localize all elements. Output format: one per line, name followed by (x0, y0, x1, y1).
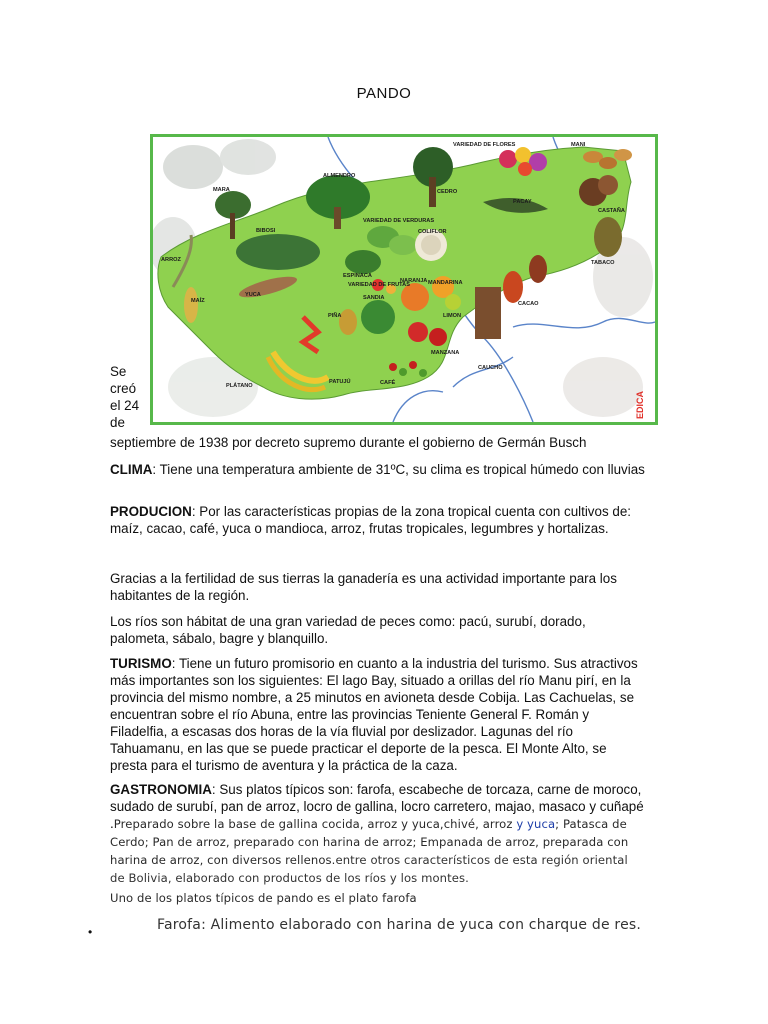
bullet-item-farofa: Farofa: Alimento elaborado con harina de yuca con charque de res. (157, 917, 642, 933)
producion-paragraph (110, 503, 645, 537)
map-label: LIMON (443, 313, 462, 319)
turismo-paragraph (110, 655, 645, 774)
map-label: VARIEDAD DE FRUTAS (348, 282, 410, 288)
producion-text: : Por las características propias de la zona tropical cuenta con cultivos de: maíz, cacao, café, yuca o mandioca, arroz, frutas tropicales, legumbres y hortalizas. (110, 504, 631, 536)
pando-map-illustration (150, 134, 658, 425)
map-label: CEDRO (437, 189, 458, 195)
map-credit-logo: EDICA (635, 390, 645, 419)
turismo-label: TURISMO (110, 656, 172, 671)
farofa-note: Uno de los platos típicos de pando es el plato farofa (110, 891, 417, 905)
clima-text: : Tiene una temperatura ambiente de 31ºC, su clima es tropical húmedo con lluvias (152, 462, 645, 477)
gastronomia-small-d: entre otros característicos de esta región oriental de Bolivia, elaborado con productos de los ríos y los montes. (110, 853, 628, 885)
intro-word: creó (110, 381, 137, 396)
gastronomia-small-blue: y yuca (516, 817, 556, 831)
map-label: ARROZ (161, 257, 181, 263)
intro-side-text (110, 363, 150, 431)
gastronomia-small-c: ; Patasca de Cerdo; Pan de arroz, preparado con harina de arroz; Empanada de arroz, preparada con harina de arroz, con diversos rellenos. (110, 817, 629, 867)
map-label: CACAO (518, 301, 539, 307)
clima-paragraph (110, 461, 645, 478)
map-label: BIBOSI (256, 228, 276, 234)
map-svg (153, 137, 655, 422)
map-label: COLIFLOR (418, 229, 447, 235)
map-label: SANDIA (363, 295, 385, 301)
map-label: VARIEDAD DE FLORES (453, 142, 516, 148)
intro-word: el 24 (110, 398, 140, 413)
map-label: PLÁTANO (226, 383, 253, 389)
intro-paragraph: septiembre de 1938 por decreto supremo durante el gobierno de Germán Busch (110, 435, 587, 450)
rios-paragraph: Los ríos son hábitat de una gran variedad de peces como: pacú, surubí, dorado, palometa, sábalo, bagre y blanquillo. (110, 614, 586, 646)
map-label: PATUJÚ (329, 379, 351, 385)
map-label: MANI (571, 142, 586, 148)
gastronomia-small-a: Preparado sobre la base de gallina cocida, arroz y yuca,chivé, arroz (113, 817, 513, 831)
turismo-text: : Tiene un futuro promisorio en cuanto a la industria del turismo. Sus atractivos más importantes son los siguientes: El lago Bay, situado a orillas del río Manu pirí, en la provincia del mismo nombre, a 25 minutos en avioneta desde Cobija. Las Cachuelas, se encuentran sobre el río Abuna, entre las provincias Teniente General F. Román y Filadelfia, a escasas dos horas de la vía fluvial por deslizador. Lagunas del río Tahuamanu, en las que se puede practicar el deporte de la pesca. El Monte Alto, se presta para el turismo de aventura y la práctica de la caza. (110, 656, 638, 773)
map-label: TABACO (591, 260, 615, 266)
map-label: CASTAÑA (598, 208, 625, 214)
map-label: MANDARINA (428, 280, 463, 286)
gastronomia-paragraph (110, 781, 645, 887)
map-label: MARA (213, 187, 230, 193)
bullet-symbol: • (88, 925, 93, 939)
map-label: CAFÉ (380, 380, 396, 386)
map-label: VARIEDAD DE VERDURAS (363, 218, 435, 224)
map-label: PIÑA (328, 313, 342, 319)
map-label: ALMENDRO (323, 173, 356, 179)
gastronomia-label: GASTRONOMIA (110, 782, 212, 797)
intro-word: de (110, 415, 125, 430)
intro-word: Se (110, 364, 127, 379)
map-label: MAÍZ (191, 298, 205, 304)
map-label: NARANJA (400, 278, 428, 284)
ganaderia-paragraph: Gracias a la fertilidad de sus tierras la ganadería es una actividad importante para los habitantes de la región. (110, 571, 617, 603)
page-title: PANDO (356, 85, 412, 102)
producion-label: PRODUCION (110, 504, 192, 519)
map-label: PACAY (513, 199, 532, 205)
gastronomia-text: : Sus platos típicos son: farofa, escabeche de torcaza, carne de moroco, sudado de surubí, pan de arroz, locro de gallina, locro carretero, majao, masaco y cuñapé . (110, 782, 644, 831)
land-shape (158, 147, 631, 399)
map-label: CAUCHO (478, 365, 503, 371)
map-label: MANZANA (431, 350, 460, 356)
clima-label: CLIMA (110, 462, 153, 477)
map-label: ESPINACA (343, 273, 372, 279)
map-label: YUCA (245, 292, 261, 298)
